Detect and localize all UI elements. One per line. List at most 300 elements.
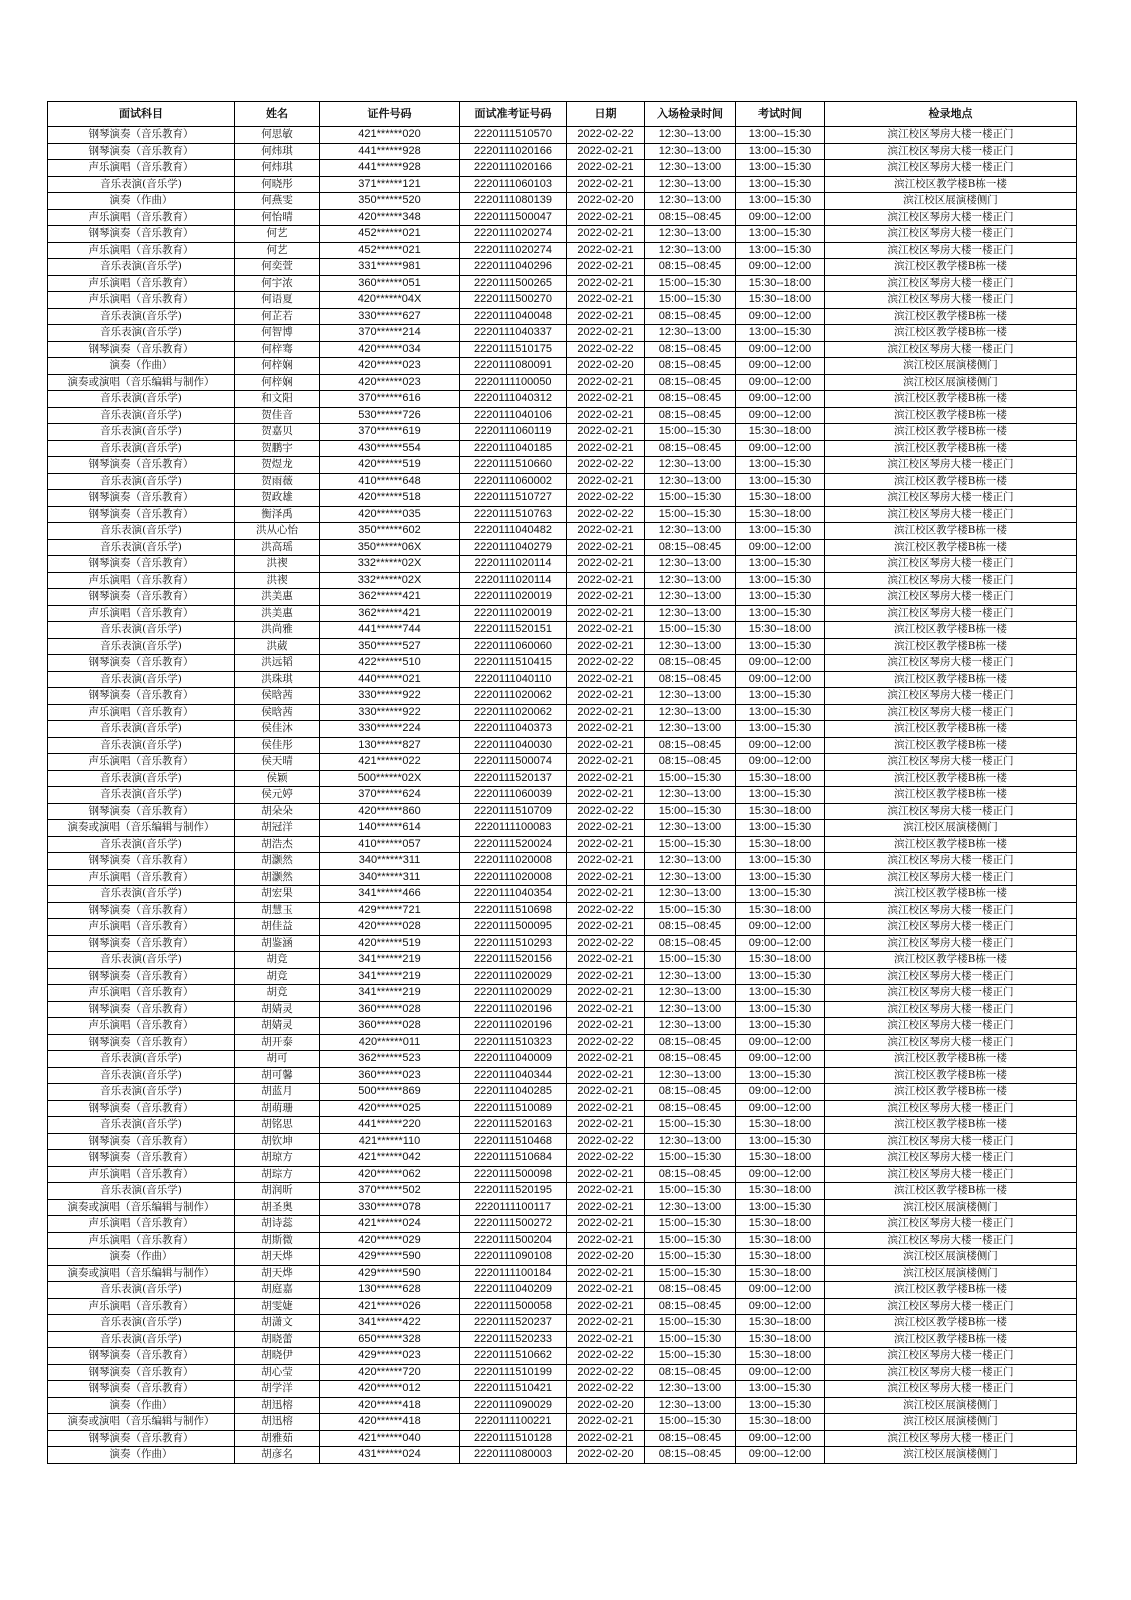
- table-row: [48, 1100, 1077, 1117]
- cell-location: 滨江校区琴房大楼一楼正门: [825, 919, 1077, 936]
- cell-subject: 音乐表演(音乐学): [48, 721, 235, 738]
- table-row: [48, 1331, 1077, 1348]
- cell-exam-time: 15:30--18:00: [736, 1331, 825, 1348]
- cell-checkin-time: 12:30--13:00: [645, 523, 736, 540]
- cell-date: 2022-02-21: [567, 1018, 645, 1035]
- cell-subject: 钢琴演奏（音乐教育）: [48, 935, 235, 952]
- table-row: [48, 919, 1077, 936]
- cell-location: 滨江校区琴房大楼一楼正门: [825, 242, 1077, 259]
- cell-date: 2022-02-21: [567, 1430, 645, 1447]
- cell-exam-time: 13:00--15:30: [736, 853, 825, 870]
- cell-location: 滨江校区教学楼B栋一楼: [825, 886, 1077, 903]
- cell-exam-time: 13:00--15:30: [736, 1133, 825, 1150]
- cell-exam-time: 09:00--12:00: [736, 754, 825, 771]
- cell-date: 2022-02-21: [567, 160, 645, 177]
- table-row: [48, 1166, 1077, 1183]
- cell-id-number: 421******040: [320, 1430, 460, 1447]
- cell-location: 滨江校区教学楼B栋一楼: [825, 787, 1077, 804]
- cell-subject: 演奏（作曲）: [48, 1249, 235, 1266]
- cell-exam-time: 09:00--12:00: [736, 341, 825, 358]
- cell-name: 胡蓝月: [235, 1084, 320, 1101]
- cell-exam-time: 15:30--18:00: [736, 506, 825, 523]
- cell-id-number: 422******510: [320, 655, 460, 672]
- cell-exam-time: 09:00--12:00: [736, 374, 825, 391]
- cell-location: 滨江校区琴房大楼一楼正门: [825, 556, 1077, 573]
- cell-exam-time: 15:30--18:00: [736, 1232, 825, 1249]
- cell-exam-time: 13:00--15:30: [736, 242, 825, 259]
- cell-admission-number: 2220111500098: [460, 1166, 567, 1183]
- cell-date: 2022-02-21: [567, 853, 645, 870]
- cell-id-number: 421******020: [320, 127, 460, 144]
- cell-subject: 钢琴演奏（音乐教育）: [48, 341, 235, 358]
- cell-id-number: 341******219: [320, 985, 460, 1002]
- cell-location: 滨江校区教学楼B栋一楼: [825, 325, 1077, 342]
- cell-location: 滨江校区琴房大楼一楼正门: [825, 853, 1077, 870]
- cell-location: 滨江校区琴房大楼一楼正门: [825, 688, 1077, 705]
- cell-id-number: 370******624: [320, 787, 460, 804]
- cell-name: 胡可馨: [235, 1067, 320, 1084]
- cell-name: 胡诗蕊: [235, 1216, 320, 1233]
- table-row: [48, 952, 1077, 969]
- cell-id-number: 330******078: [320, 1199, 460, 1216]
- cell-exam-time: 09:00--12:00: [736, 407, 825, 424]
- cell-date: 2022-02-22: [567, 506, 645, 523]
- cell-id-number: 331******981: [320, 259, 460, 276]
- cell-location: 滨江校区琴房大楼一楼正门: [825, 457, 1077, 474]
- cell-exam-time: 13:00--15:30: [736, 605, 825, 622]
- cell-admission-number: 2220111100221: [460, 1414, 567, 1431]
- cell-admission-number: 2220111500058: [460, 1298, 567, 1315]
- cell-subject: 音乐表演(音乐学): [48, 671, 235, 688]
- cell-admission-number: 2220111020029: [460, 968, 567, 985]
- cell-checkin-time: 08:15--08:45: [645, 1051, 736, 1068]
- cell-checkin-time: 08:15--08:45: [645, 1298, 736, 1315]
- cell-location: 滨江校区琴房大楼一楼正门: [825, 655, 1077, 672]
- cell-name: 贺雨薇: [235, 473, 320, 490]
- table-row: [48, 1447, 1077, 1464]
- cell-name: 何宇浓: [235, 275, 320, 292]
- table-row: [48, 1084, 1077, 1101]
- cell-checkin-time: 12:30--13:00: [645, 985, 736, 1002]
- cell-subject: 钢琴演奏（音乐教育）: [48, 902, 235, 919]
- cell-date: 2022-02-21: [567, 869, 645, 886]
- cell-subject: 钢琴演奏（音乐教育）: [48, 143, 235, 160]
- cell-exam-time: 13:00--15:30: [736, 1381, 825, 1398]
- cell-admission-number: 2220111520233: [460, 1331, 567, 1348]
- cell-id-number: 370******502: [320, 1183, 460, 1200]
- cell-admission-number: 2220111500270: [460, 292, 567, 309]
- cell-name: 何梓娴: [235, 358, 320, 375]
- cell-location: 滨江校区教学楼B栋一楼: [825, 638, 1077, 655]
- cell-id-number: 362******523: [320, 1051, 460, 1068]
- cell-checkin-time: 08:15--08:45: [645, 737, 736, 754]
- cell-subject: 音乐表演(音乐学): [48, 737, 235, 754]
- cell-admission-number: 2220111510089: [460, 1100, 567, 1117]
- cell-subject: 钢琴演奏（音乐教育）: [48, 1034, 235, 1051]
- col-header-exam-time: 考试时间: [736, 102, 825, 127]
- cell-id-number: 362******421: [320, 589, 460, 606]
- cell-checkin-time: 15:00--15:30: [645, 1315, 736, 1332]
- cell-subject: 声乐演唱（音乐教育）: [48, 275, 235, 292]
- cell-checkin-time: 15:00--15:30: [645, 836, 736, 853]
- cell-checkin-time: 12:30--13:00: [645, 176, 736, 193]
- table-row: [48, 209, 1077, 226]
- cell-location: 滨江校区展演楼侧门: [825, 1199, 1077, 1216]
- cell-date: 2022-02-21: [567, 1067, 645, 1084]
- cell-name: 何智博: [235, 325, 320, 342]
- cell-subject: 钢琴演奏（音乐教育）: [48, 1100, 235, 1117]
- cell-location: 滨江校区教学楼B栋一楼: [825, 721, 1077, 738]
- cell-admission-number: 2220111040048: [460, 308, 567, 325]
- cell-id-number: 420******025: [320, 1100, 460, 1117]
- cell-date: 2022-02-21: [567, 325, 645, 342]
- cell-id-number: 441******744: [320, 622, 460, 639]
- cell-exam-time: 13:00--15:30: [736, 820, 825, 837]
- cell-location: 滨江校区琴房大楼一楼正门: [825, 1381, 1077, 1398]
- cell-subject: 音乐表演(音乐学): [48, 886, 235, 903]
- cell-id-number: 360******028: [320, 1018, 460, 1035]
- cell-id-number: 420******034: [320, 341, 460, 358]
- cell-admission-number: 2220111020166: [460, 160, 567, 177]
- table-row: [48, 259, 1077, 276]
- cell-admission-number: 2220111510128: [460, 1430, 567, 1447]
- cell-checkin-time: 12:30--13:00: [645, 556, 736, 573]
- cell-exam-time: 13:00--15:30: [736, 572, 825, 589]
- cell-admission-number: 2220111040185: [460, 440, 567, 457]
- cell-id-number: 360******028: [320, 1001, 460, 1018]
- cell-subject: 钢琴演奏（音乐教育）: [48, 655, 235, 672]
- cell-subject: 钢琴演奏（音乐教育）: [48, 226, 235, 243]
- cell-name: 贺鹏宇: [235, 440, 320, 457]
- cell-id-number: 330******627: [320, 308, 460, 325]
- cell-exam-time: 15:30--18:00: [736, 292, 825, 309]
- table-row: [48, 688, 1077, 705]
- cell-admission-number: 2220111090029: [460, 1397, 567, 1414]
- cell-location: 滨江校区琴房大楼一楼正门: [825, 143, 1077, 160]
- cell-exam-time: 09:00--12:00: [736, 737, 825, 754]
- table-row: [48, 1150, 1077, 1167]
- cell-id-number: 340******311: [320, 869, 460, 886]
- cell-id-number: 452******021: [320, 226, 460, 243]
- table-row: [48, 1364, 1077, 1381]
- cell-exam-time: 13:00--15:30: [736, 589, 825, 606]
- cell-subject: 声乐演唱（音乐教育）: [48, 160, 235, 177]
- cell-subject: 音乐表演(音乐学): [48, 523, 235, 540]
- cell-checkin-time: 15:00--15:30: [645, 1232, 736, 1249]
- table-row: [48, 836, 1077, 853]
- cell-checkin-time: 12:30--13:00: [645, 704, 736, 721]
- cell-date: 2022-02-21: [567, 440, 645, 457]
- cell-exam-time: 15:30--18:00: [736, 952, 825, 969]
- cell-id-number: 330******922: [320, 688, 460, 705]
- cell-date: 2022-02-21: [567, 473, 645, 490]
- cell-admission-number: 2220111020062: [460, 688, 567, 705]
- cell-id-number: 350******527: [320, 638, 460, 655]
- table-row: [48, 787, 1077, 804]
- table-row: [48, 143, 1077, 160]
- table-row: [48, 671, 1077, 688]
- cell-date: 2022-02-21: [567, 721, 645, 738]
- cell-admission-number: 2220111040482: [460, 523, 567, 540]
- cell-admission-number: 2220111520195: [460, 1183, 567, 1200]
- cell-exam-time: 15:30--18:00: [736, 1216, 825, 1233]
- cell-id-number: 350******520: [320, 193, 460, 210]
- cell-admission-number: 2220111500272: [460, 1216, 567, 1233]
- cell-admission-number: 2220111080091: [460, 358, 567, 375]
- cell-checkin-time: 12:30--13:00: [645, 688, 736, 705]
- cell-location: 滨江校区教学楼B栋一楼: [825, 523, 1077, 540]
- cell-date: 2022-02-21: [567, 820, 645, 837]
- cell-date: 2022-02-21: [567, 374, 645, 391]
- cell-exam-time: 13:00--15:30: [736, 968, 825, 985]
- cell-subject: 演奏或演唱（音乐编辑与制作）: [48, 1265, 235, 1282]
- cell-id-number: 362******421: [320, 605, 460, 622]
- cell-id-number: 420******011: [320, 1034, 460, 1051]
- cell-checkin-time: 12:30--13:00: [645, 968, 736, 985]
- cell-checkin-time: 12:30--13:00: [645, 1381, 736, 1398]
- cell-id-number: 429******721: [320, 902, 460, 919]
- cell-date: 2022-02-21: [567, 1166, 645, 1183]
- cell-checkin-time: 08:15--08:45: [645, 1282, 736, 1299]
- cell-subject: 音乐表演(音乐学): [48, 836, 235, 853]
- cell-exam-time: 09:00--12:00: [736, 1100, 825, 1117]
- cell-checkin-time: 12:30--13:00: [645, 1067, 736, 1084]
- cell-date: 2022-02-22: [567, 490, 645, 507]
- cell-date: 2022-02-22: [567, 1034, 645, 1051]
- cell-checkin-time: 12:30--13:00: [645, 869, 736, 886]
- cell-exam-time: 15:30--18:00: [736, 490, 825, 507]
- cell-date: 2022-02-21: [567, 952, 645, 969]
- table-row: [48, 1133, 1077, 1150]
- cell-subject: 演奏或演唱（音乐编辑与制作）: [48, 1414, 235, 1431]
- cell-date: 2022-02-21: [567, 1199, 645, 1216]
- cell-checkin-time: 08:15--08:45: [645, 209, 736, 226]
- table-row: [48, 440, 1077, 457]
- cell-exam-time: 09:00--12:00: [736, 440, 825, 457]
- cell-checkin-time: 08:15--08:45: [645, 1166, 736, 1183]
- cell-checkin-time: 15:00--15:30: [645, 1348, 736, 1365]
- cell-date: 2022-02-21: [567, 1117, 645, 1134]
- cell-admission-number: 2220111060002: [460, 473, 567, 490]
- cell-date: 2022-02-21: [567, 242, 645, 259]
- cell-subject: 音乐表演(音乐学): [48, 1117, 235, 1134]
- cell-location: 滨江校区琴房大楼一楼正门: [825, 127, 1077, 144]
- table-row: [48, 704, 1077, 721]
- cell-admission-number: 2220111520137: [460, 770, 567, 787]
- cell-exam-time: 13:00--15:30: [736, 127, 825, 144]
- cell-location: 滨江校区琴房大楼一楼正门: [825, 1364, 1077, 1381]
- cell-subject: 音乐表演(音乐学): [48, 539, 235, 556]
- cell-name: 胡迅榕: [235, 1397, 320, 1414]
- cell-location: 滨江校区琴房大楼一楼正门: [825, 1216, 1077, 1233]
- cell-subject: 演奏或演唱（音乐编辑与制作）: [48, 820, 235, 837]
- cell-admission-number: 2220111040296: [460, 259, 567, 276]
- cell-checkin-time: 08:15--08:45: [645, 1084, 736, 1101]
- cell-location: 滨江校区琴房大楼一楼正门: [825, 506, 1077, 523]
- cell-subject: 钢琴演奏（音乐教育）: [48, 688, 235, 705]
- cell-date: 2022-02-20: [567, 1447, 645, 1464]
- cell-admission-number: 2220111520163: [460, 1117, 567, 1134]
- cell-checkin-time: 08:15--08:45: [645, 539, 736, 556]
- cell-admission-number: 2220111100083: [460, 820, 567, 837]
- cell-id-number: 130******827: [320, 737, 460, 754]
- cell-subject: 钢琴演奏（音乐教育）: [48, 457, 235, 474]
- cell-location: 滨江校区琴房大楼一楼正门: [825, 754, 1077, 771]
- cell-exam-time: 13:00--15:30: [736, 721, 825, 738]
- cell-name: 胡晓伊: [235, 1348, 320, 1365]
- cell-id-number: 431******024: [320, 1447, 460, 1464]
- cell-checkin-time: 12:30--13:00: [645, 721, 736, 738]
- table-row: [48, 1348, 1077, 1365]
- cell-admission-number: 2220111020019: [460, 605, 567, 622]
- cell-name: 洪美惠: [235, 605, 320, 622]
- cell-name: 胡心莹: [235, 1364, 320, 1381]
- cell-id-number: 420******518: [320, 490, 460, 507]
- cell-date: 2022-02-21: [567, 275, 645, 292]
- cell-date: 2022-02-21: [567, 1084, 645, 1101]
- cell-id-number: 370******214: [320, 325, 460, 342]
- table-row: [48, 242, 1077, 259]
- cell-date: 2022-02-21: [567, 622, 645, 639]
- cell-id-number: 650******328: [320, 1331, 460, 1348]
- table-row: [48, 193, 1077, 210]
- cell-checkin-time: 12:30--13:00: [645, 473, 736, 490]
- cell-location: 滨江校区教学楼B栋一楼: [825, 1315, 1077, 1332]
- table-row: [48, 605, 1077, 622]
- cell-date: 2022-02-21: [567, 424, 645, 441]
- cell-name: 胡冠洋: [235, 820, 320, 837]
- cell-id-number: 420******04X: [320, 292, 460, 309]
- cell-location: 滨江校区琴房大楼一楼正门: [825, 160, 1077, 177]
- cell-date: 2022-02-21: [567, 1265, 645, 1282]
- cell-name: 侯天晴: [235, 754, 320, 771]
- cell-date: 2022-02-21: [567, 704, 645, 721]
- cell-date: 2022-02-21: [567, 770, 645, 787]
- cell-subject: 音乐表演(音乐学): [48, 1084, 235, 1101]
- cell-location: 滨江校区琴房大楼一楼正门: [825, 292, 1077, 309]
- cell-name: 侯颖: [235, 770, 320, 787]
- cell-name: 何燕雯: [235, 193, 320, 210]
- cell-admission-number: 2220111020008: [460, 869, 567, 886]
- cell-exam-time: 09:00--12:00: [736, 209, 825, 226]
- table-row: [48, 1051, 1077, 1068]
- cell-exam-time: 13:00--15:30: [736, 638, 825, 655]
- table-row: [48, 473, 1077, 490]
- cell-subject: 音乐表演(音乐学): [48, 638, 235, 655]
- cell-id-number: 371******121: [320, 176, 460, 193]
- cell-checkin-time: 15:00--15:30: [645, 1150, 736, 1167]
- cell-subject: 声乐演唱（音乐教育）: [48, 209, 235, 226]
- cell-admission-number: 2220111080003: [460, 1447, 567, 1464]
- cell-subject: 声乐演唱（音乐教育）: [48, 1166, 235, 1183]
- cell-location: 滨江校区琴房大楼一楼正门: [825, 209, 1077, 226]
- cell-subject: 钢琴演奏（音乐教育）: [48, 490, 235, 507]
- cell-checkin-time: 15:00--15:30: [645, 1117, 736, 1134]
- cell-admission-number: 2220111510199: [460, 1364, 567, 1381]
- cell-subject: 钢琴演奏（音乐教育）: [48, 1348, 235, 1365]
- cell-subject: 音乐表演(音乐学): [48, 325, 235, 342]
- cell-id-number: 420******519: [320, 457, 460, 474]
- cell-admission-number: 2220111510698: [460, 902, 567, 919]
- table-row: [48, 638, 1077, 655]
- cell-admission-number: 2220111510684: [460, 1150, 567, 1167]
- cell-exam-time: 15:30--18:00: [736, 1150, 825, 1167]
- cell-exam-time: 13:00--15:30: [736, 325, 825, 342]
- cell-id-number: 421******024: [320, 1216, 460, 1233]
- cell-name: 何晓彤: [235, 176, 320, 193]
- cell-location: 滨江校区教学楼B栋一楼: [825, 407, 1077, 424]
- cell-checkin-time: 12:30--13:00: [645, 572, 736, 589]
- cell-name: 胡雅茹: [235, 1430, 320, 1447]
- cell-subject: 钢琴演奏（音乐教育）: [48, 1133, 235, 1150]
- cell-exam-time: 13:00--15:30: [736, 1199, 825, 1216]
- table-row: [48, 737, 1077, 754]
- cell-name: 胡可: [235, 1051, 320, 1068]
- cell-admission-number: 2220111510175: [460, 341, 567, 358]
- cell-date: 2022-02-21: [567, 638, 645, 655]
- col-header-name: 姓名: [235, 102, 320, 127]
- cell-subject: 演奏（作曲）: [48, 193, 235, 210]
- cell-location: 滨江校区琴房大楼一楼正门: [825, 1001, 1077, 1018]
- cell-checkin-time: 15:00--15:30: [645, 1331, 736, 1348]
- cell-admission-number: 2220111020196: [460, 1001, 567, 1018]
- cell-checkin-time: 08:15--08:45: [645, 440, 736, 457]
- table-row: [48, 853, 1077, 870]
- cell-checkin-time: 15:00--15:30: [645, 1183, 736, 1200]
- cell-location: 滨江校区教学楼B栋一楼: [825, 259, 1077, 276]
- cell-name: 贺佳音: [235, 407, 320, 424]
- cell-admission-number: 2220111040209: [460, 1282, 567, 1299]
- cell-date: 2022-02-22: [567, 1381, 645, 1398]
- cell-id-number: 452******021: [320, 242, 460, 259]
- cell-exam-time: 09:00--12:00: [736, 1051, 825, 1068]
- cell-checkin-time: 08:15--08:45: [645, 1100, 736, 1117]
- cell-admission-number: 2220111020019: [460, 589, 567, 606]
- cell-exam-time: 09:00--12:00: [736, 358, 825, 375]
- cell-subject: 钢琴演奏（音乐教育）: [48, 803, 235, 820]
- table-row: [48, 539, 1077, 556]
- col-header-id-number: 证件号码: [320, 102, 460, 127]
- cell-date: 2022-02-21: [567, 688, 645, 705]
- cell-date: 2022-02-21: [567, 787, 645, 804]
- cell-checkin-time: 15:00--15:30: [645, 490, 736, 507]
- cell-name: 胡钦坤: [235, 1133, 320, 1150]
- cell-date: 2022-02-22: [567, 127, 645, 144]
- cell-exam-time: 13:00--15:30: [736, 523, 825, 540]
- cell-id-number: 500******02X: [320, 770, 460, 787]
- table-row: [48, 1117, 1077, 1134]
- cell-name: 洪高瑶: [235, 539, 320, 556]
- table-row: [48, 127, 1077, 144]
- cell-exam-time: 09:00--12:00: [736, 1084, 825, 1101]
- cell-location: 滨江校区教学楼B栋一楼: [825, 1084, 1077, 1101]
- table-row: [48, 1067, 1077, 1084]
- cell-exam-time: 15:30--18:00: [736, 1265, 825, 1282]
- cell-checkin-time: 15:00--15:30: [645, 1249, 736, 1266]
- cell-id-number: 421******026: [320, 1298, 460, 1315]
- table-row: [48, 770, 1077, 787]
- cell-location: 滨江校区琴房大楼一楼正门: [825, 704, 1077, 721]
- cell-checkin-time: 08:15--08:45: [645, 1364, 736, 1381]
- cell-subject: 钢琴演奏（音乐教育）: [48, 1430, 235, 1447]
- cell-date: 2022-02-22: [567, 803, 645, 820]
- cell-subject: 演奏（作曲）: [48, 1447, 235, 1464]
- cell-subject: 钢琴演奏（音乐教育）: [48, 968, 235, 985]
- cell-subject: 声乐演唱（音乐教育）: [48, 1298, 235, 1315]
- cell-subject: 音乐表演(音乐学): [48, 473, 235, 490]
- cell-date: 2022-02-21: [567, 886, 645, 903]
- cell-date: 2022-02-21: [567, 754, 645, 771]
